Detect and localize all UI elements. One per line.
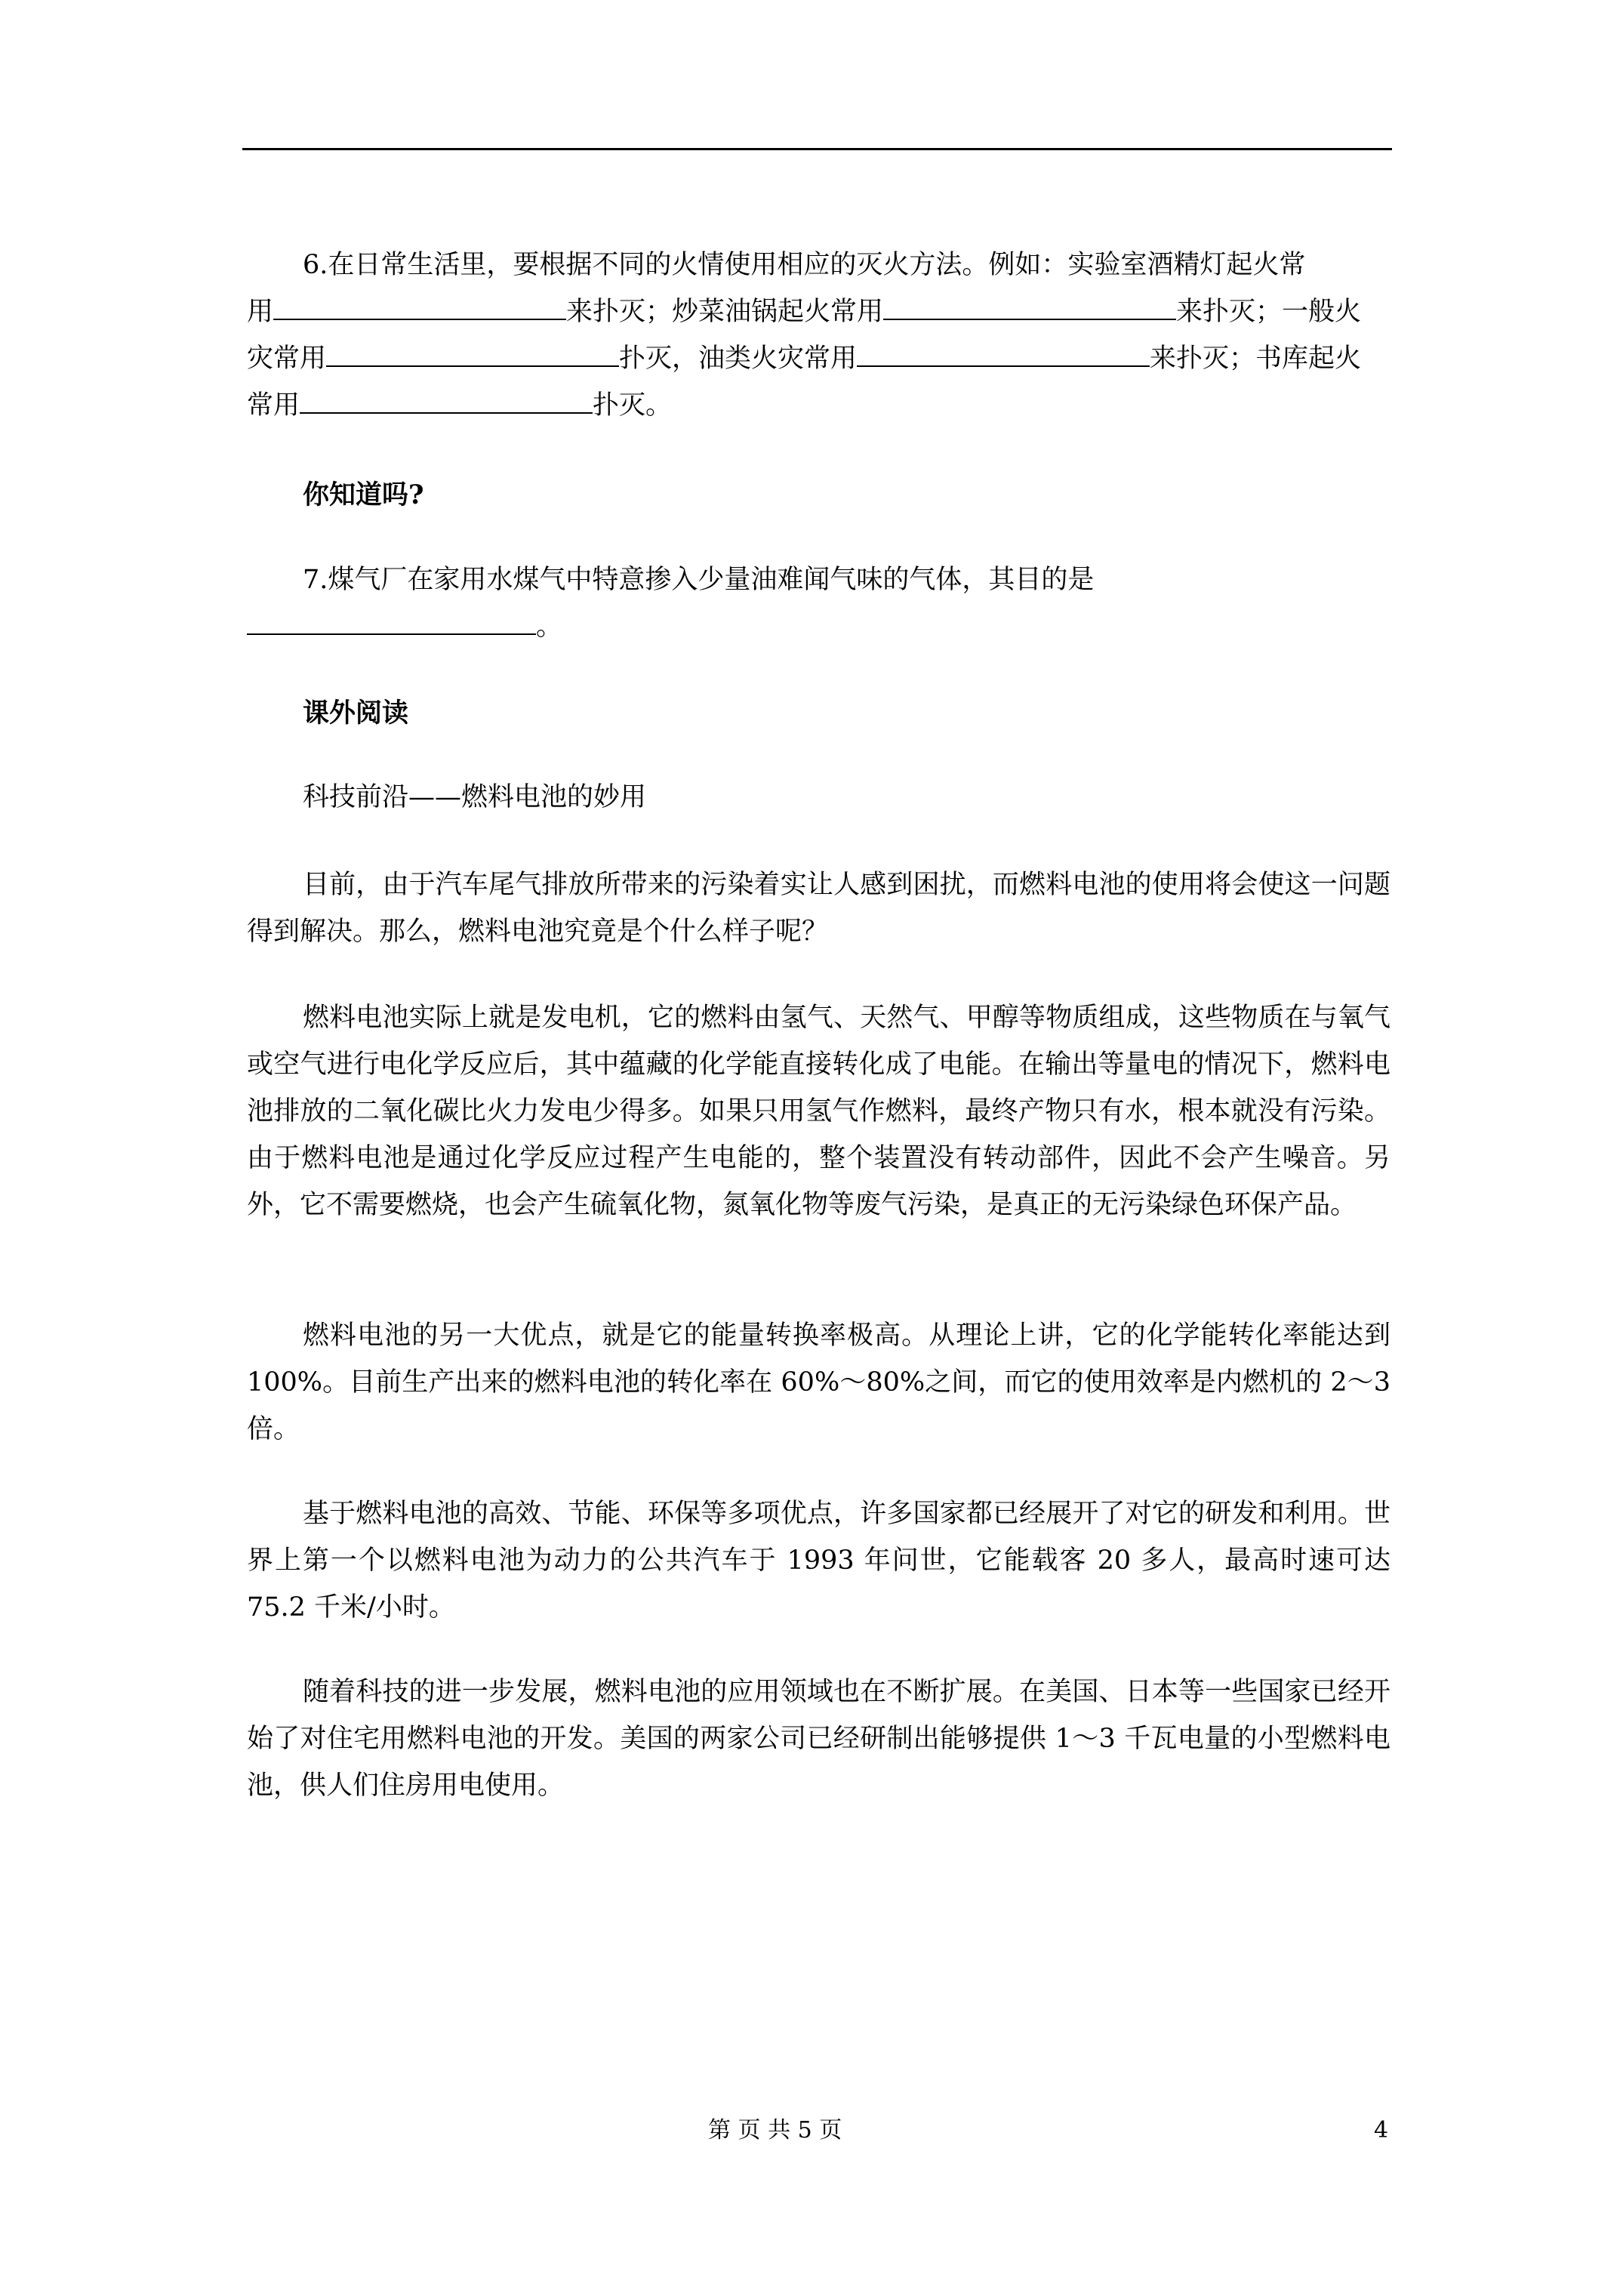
q6-line-2: 用 来扑灭；炒菜油锅起火常用 来扑灭；一般火 [247,297,1362,327]
section-reading [247,690,1390,737]
answer-blank [857,343,1150,367]
footer-page-number: 4 [1374,2117,1389,2143]
q6-line-1: 6.在日常生活里，要根据不同的火情使用相应的灭火方法。例如：实验室酒精灯起火常 [303,250,1306,280]
answer-blank [273,296,566,320]
paragraph: 目前，由于汽车尾气排放所带来的污染着实让人感到困扰，而燃料电池的使用将会使这一问题得到解决。那么，燃料电池究竟是个什么样子呢？ [247,870,1390,947]
question-6 [247,242,1390,429]
paragraph-4-block [247,1490,1390,1631]
header-rule [242,148,1392,150]
heading-reading: 课外阅读 [303,698,409,729]
q7-line-1: 7.煤气厂在家用水煤气中特意掺入少量油难闻气味的气体，其目的是 [303,565,1095,595]
question-7 [247,556,1390,650]
heading-know: 你知道吗? [303,479,424,510]
answer-blank [326,343,619,367]
paragraph-2-block [247,994,1390,1228]
section-know [247,472,1390,519]
answer-blank [883,296,1176,320]
q6-line-4: 常用 扑灭。 [247,390,673,421]
article-title: 科技前沿——燃料电池的妙用 [303,782,647,812]
answer-blank [247,611,536,635]
paragraph: 燃料电池的另一大优点，就是它的能量转换率极高。从理论上讲，它的化学能转化率能达到 100%。目前生产出来的燃料电池的转化率在 60%～80%之间，而它的使用效率是内燃机的 2～3 倍。 [247,1321,1390,1444]
q6-line-3: 灾常用 扑灭，油类火灾常用 来扑灭；书库起火 [247,344,1362,374]
paragraph-3-block [247,1312,1390,1453]
paragraph: 基于燃料电池的高效、节能、环保等多项优点，许多国家都已经展开了对它的研发和利用。世界上第一个以燃料电池为动力的公共汽车于 1993 年问世，它能载客 20 多人，最高时速可达 75.2 千米/小时。 [247,1499,1390,1623]
paragraph-5-block [247,1669,1390,1809]
footer-page-count: 第 页 共 5 页 [708,2117,842,2143]
article-title-block [247,774,1390,821]
paragraph: 随着科技的进一步发展，燃料电池的应用领域也在不断扩展。在美国、日本等一些国家已经开始了对住宅用燃料电池的开发。美国的两家公司已经研制出能够提供 1～3 千瓦电量的小型燃料电池，供人们住房用电使用。 [247,1677,1390,1801]
answer-blank [300,390,593,414]
q7-line-2: 。 [247,603,1390,650]
paragraph-1-block [247,861,1390,955]
paragraph: 燃料电池实际上就是发电机，它的燃料由氢气、天然气、甲醇等物质组成，这些物质在与氧气或空气进行电化学反应后，其中蕴藏的化学能直接转化成了电能。在输出等量电的情况下，燃料电池排放的二氧化碳比火力发电少得多。如果只用氢气作燃料，最终产物只有水，根本就没有污染。由于燃料电池是通过化学反应过程产生电能的，整个装置没有转动部件，因此不会产生噪音。另外，它不需要燃烧，也会产生硫氧化物，氮氧化物等废气污染，是真正的无污染绿色环保产品。 [247,1003,1390,1220]
